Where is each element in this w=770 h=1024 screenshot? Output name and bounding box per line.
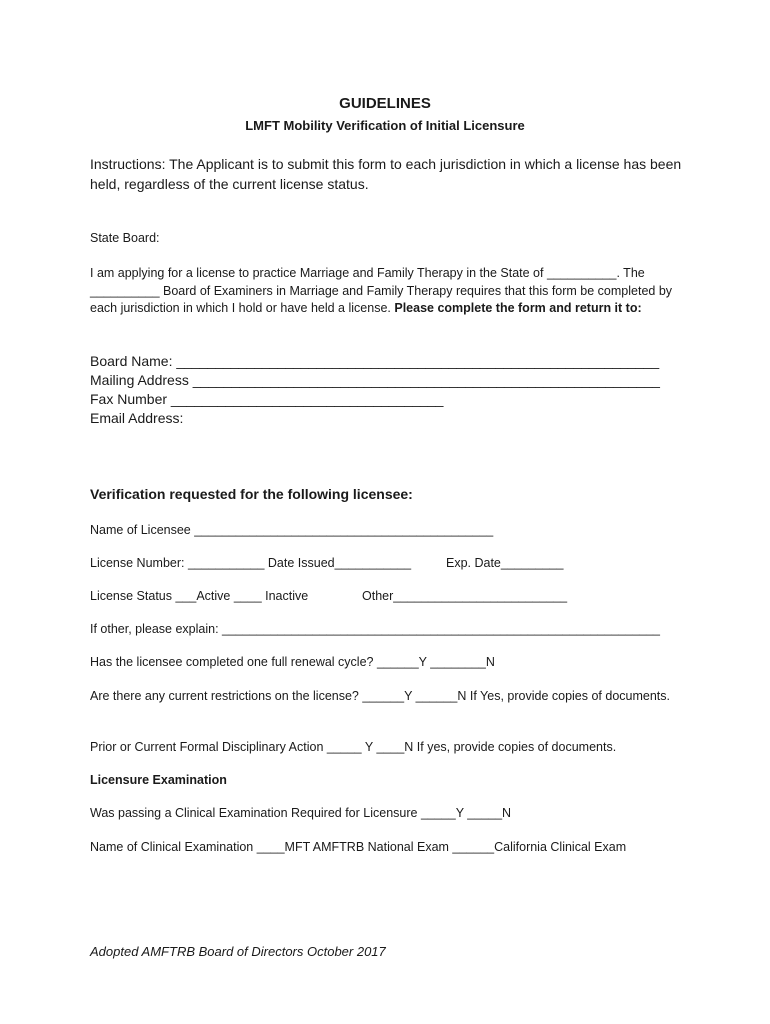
email-address-field[interactable]: Email Address: xyxy=(90,410,184,426)
footer-note: Adopted AMFTRB Board of Directors October 2017 xyxy=(90,944,386,959)
disciplinary-question[interactable]: Prior or Current Formal Disciplinary Action _____ Y ____N If yes, provide copies of documents. xyxy=(90,740,617,754)
verification-heading: Verification requested for the following licensee: xyxy=(90,486,413,502)
mailing-address-field[interactable]: Mailing Address ____________________________________________________________ xyxy=(90,372,660,388)
renewal-cycle-question[interactable]: Has the licensee completed one full renewal cycle? ______Y ________N xyxy=(90,655,495,669)
license-status-field[interactable]: License Status ___Active ____ Inactive xyxy=(90,589,309,603)
page-subtitle: LMFT Mobility Verification of Initial Licensure xyxy=(245,118,525,133)
state-board-label: State Board: xyxy=(90,231,160,245)
clinical-exam-required-question[interactable]: Was passing a Clinical Examination Required for Licensure _____Y _____N xyxy=(90,806,512,820)
applying-paragraph xyxy=(90,265,690,318)
license-number-field[interactable]: License Number: ___________ Date Issued___________ xyxy=(90,556,412,570)
exam-heading: Licensure Examination xyxy=(90,773,227,787)
restrictions-question[interactable]: Are there any current restrictions on the license? ______Y ______N If Yes, provide copies of documents. xyxy=(90,689,670,703)
return-instruction: Please complete the form and return it to: xyxy=(394,301,642,315)
board-name-field[interactable]: Board Name: ______________________________________________________________ xyxy=(90,353,660,369)
name-of-licensee-field[interactable]: Name of Licensee ___________________________________________ xyxy=(90,523,494,537)
fax-number-field[interactable]: Fax Number ___________________________________ xyxy=(90,391,444,407)
clinical-exam-name-question[interactable]: Name of Clinical Examination ____MFT AMFTRB National Exam ______California Clinical Exam xyxy=(90,840,627,854)
instructions-text: Instructions: The Applicant is to submit this form to each jurisdiction in which a license has been held, regardless of the current license status. xyxy=(90,156,682,192)
applying-paragraph-text: I am applying for a license to practice Marriage and Family Therapy in the State of __________. The __________ Board of Examiners in Marriage and Family Therapy requires that this form be completed by each jurisdiction in which I hold or have held a license. xyxy=(90,266,673,315)
page-title: GUIDELINES xyxy=(339,95,431,112)
exp-date-field[interactable]: Exp. Date_________ xyxy=(446,556,564,570)
if-other-explain-field[interactable]: If other, please explain: _______________________________________________________________ xyxy=(90,622,661,636)
license-status-other-field[interactable]: Other_________________________ xyxy=(362,589,568,603)
